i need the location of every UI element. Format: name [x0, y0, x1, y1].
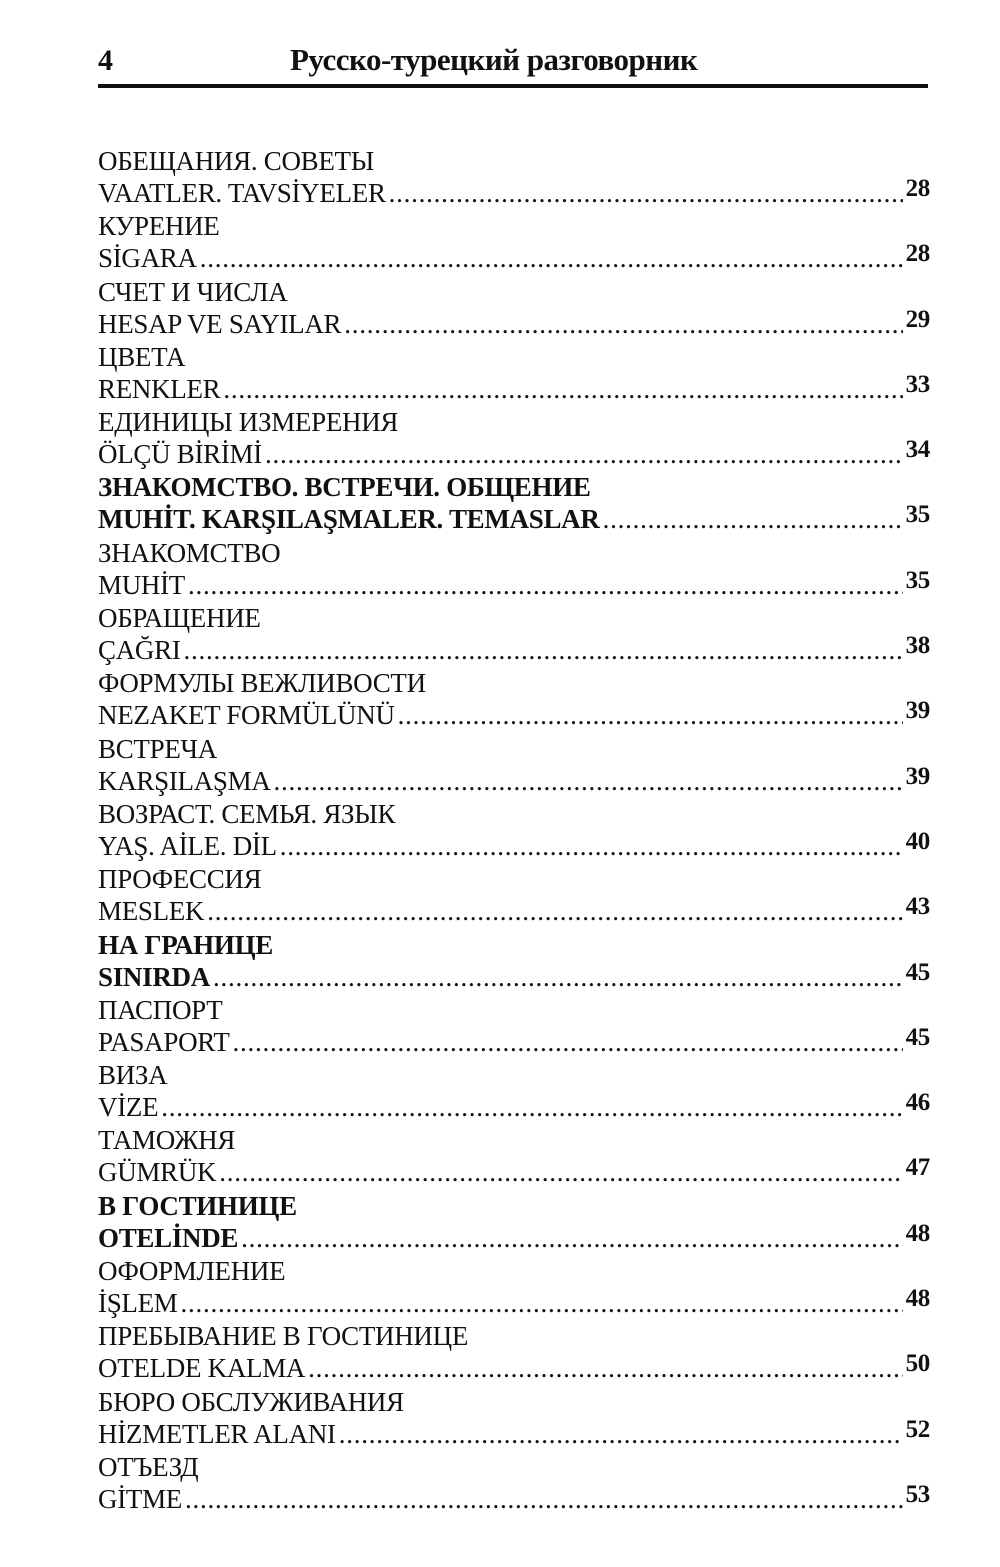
toc-entry: [98, 995, 930, 1060]
toc-entry-page-number: 35: [905, 501, 930, 529]
toc-entry-turkish-title: MUHİT: [98, 569, 185, 600]
toc-entry-page-number: 48: [905, 1285, 930, 1313]
toc-entry-turkish-title: GİTME: [98, 1483, 182, 1514]
toc-entry: [98, 799, 930, 864]
dot-leader: [213, 961, 903, 993]
toc-entry-page-number: 43: [905, 893, 930, 921]
toc-entry-line: [98, 1480, 930, 1517]
toc-entry-page-number: 33: [905, 370, 930, 398]
toc-entry-turkish-title: RENKLER: [98, 373, 221, 404]
dot-leader: [274, 765, 903, 797]
toc-entry: [98, 472, 930, 537]
toc-entry-turkish-title: VİZE: [98, 1092, 159, 1123]
dot-leader: [184, 634, 903, 666]
toc-entry-page-number: 28: [905, 175, 930, 202]
toc-entry-line: [98, 177, 930, 211]
toc-entry: [98, 277, 930, 342]
toc-entry-page-number: 39: [905, 697, 930, 725]
toc-entry: [98, 1125, 930, 1190]
toc-entry-russian-title: ЗНАКОМСТВО: [98, 537, 281, 568]
toc-entry-turkish-title: KARŞILAŞMA: [98, 765, 271, 796]
toc-entry-turkish-title: SİGARA: [98, 243, 197, 274]
toc-entry: [98, 603, 930, 668]
toc-entry-line: [98, 699, 930, 733]
toc-entry-page-number: 28: [905, 240, 930, 268]
toc-entry-line: [98, 370, 930, 407]
toc-entry-turkish-title: ÖLÇÜ BİRİMİ: [98, 439, 262, 470]
toc-entry-russian-title: ПРОФЕССИЯ: [98, 864, 262, 895]
toc-entry: [98, 1452, 930, 1517]
toc-entry: [98, 668, 930, 733]
toc-entry-turkish-title: VAATLER. TAVSİYELER: [98, 178, 386, 208]
dot-leader: [308, 1352, 902, 1384]
dot-leader: [223, 373, 902, 405]
toc-entry-page-number: 46: [905, 1089, 930, 1117]
toc-entry-page-number: 35: [905, 566, 930, 594]
toc-entry-line: [98, 1219, 930, 1256]
toc-entry-russian-title: ПАСПОРТ: [98, 994, 223, 1025]
dot-leader: [339, 1418, 903, 1450]
toc-entry-line: [98, 305, 930, 342]
dot-leader: [241, 1222, 902, 1254]
toc-entry: [98, 1256, 930, 1321]
dot-leader: [265, 438, 903, 470]
toc-entry-page-number: 47: [905, 1154, 930, 1182]
toc-entry-page-number: 48: [905, 1219, 930, 1247]
dot-leader: [344, 308, 902, 340]
toc-entry-line: [98, 762, 930, 799]
toc-entry-line: [98, 566, 930, 603]
dot-leader: [219, 1156, 902, 1188]
toc-entry-page-number: 45: [905, 1023, 930, 1051]
toc-entry-page-number: 34: [905, 436, 930, 464]
toc-entry-line: [98, 1287, 930, 1321]
dot-leader: [280, 830, 903, 862]
dot-leader: [188, 569, 903, 601]
dot-leader: [398, 699, 903, 731]
toc-entry-turkish-title: MESLEK: [98, 896, 205, 927]
toc-entry-line: [98, 503, 930, 537]
toc-entry-russian-title: ОФОРМЛЕНИЕ: [98, 1256, 286, 1287]
toc-entry-russian-title: ВСТРЕЧА: [98, 733, 217, 764]
toc-entry-russian-title: СЧЕТ И ЧИСЛА: [98, 276, 288, 307]
dot-leader: [181, 1287, 903, 1319]
toc-entry-line: [98, 242, 930, 276]
toc-entry: [98, 342, 930, 407]
toc-entry-page-number: 50: [905, 1350, 930, 1378]
dot-leader: [185, 1483, 903, 1515]
page-number: 4: [98, 44, 112, 77]
toc-entry-page-number: 45: [905, 958, 930, 986]
toc-entry-line: [98, 958, 930, 995]
toc-entry-russian-title: КУРЕНИЕ: [98, 211, 220, 242]
page-header: [98, 38, 928, 88]
toc-entry-page-number: 53: [905, 1480, 930, 1508]
toc-entry-russian-title: НА ГРАНИЦЕ: [98, 929, 273, 960]
toc-entry-russian-title: ЗНАКОМСТВО. ВСТРЕЧИ. ОБЩЕНИЕ: [98, 472, 591, 503]
toc-entry: [98, 1321, 930, 1386]
toc-entry-line: [98, 1023, 930, 1060]
toc-entry-turkish-title: YAŞ. AİLE. DİL: [98, 830, 277, 861]
toc-entry-line: [98, 438, 930, 472]
toc-entry-page-number: 40: [905, 827, 930, 855]
toc-entry-line: [98, 634, 930, 668]
dot-leader: [161, 1091, 902, 1123]
dot-leader: [603, 503, 903, 535]
toc-entry-line: [98, 1352, 930, 1386]
toc-entry-line: [98, 1091, 930, 1125]
toc-entry-turkish-title: MUHİT. KARŞILAŞMALER. TEMASLAR: [98, 504, 600, 535]
dot-leader: [207, 895, 902, 927]
toc-entry-page-number: 52: [905, 1415, 930, 1443]
toc-entry: [98, 1060, 930, 1125]
toc-entry-russian-title: ЦВЕТА: [98, 341, 186, 372]
toc-entry-line: [98, 1156, 930, 1190]
toc-entry-page-number: 29: [905, 305, 930, 333]
toc-entry: [98, 930, 930, 995]
toc-entry: [98, 146, 930, 211]
toc-entry-russian-title: ОТЪЕЗД: [98, 1451, 199, 1482]
toc-entry: [98, 1387, 930, 1452]
toc-entry-russian-title: ЕДИНИЦЫ ИЗМЕРЕНИЯ: [98, 407, 399, 438]
dot-leader: [200, 242, 903, 274]
toc-entry: [98, 734, 930, 799]
toc-entry-turkish-title: HİZMETLER ALANI: [98, 1418, 336, 1449]
running-title: Русско-турецкий разговорник: [290, 42, 698, 77]
toc-entry-turkish-title: ÇAĞRI: [98, 635, 181, 666]
toc-entry-russian-title: ОБРАЩЕНИЕ: [98, 603, 261, 634]
toc-entry-page-number: 39: [905, 762, 930, 790]
toc-entry-russian-title: ВОЗРАСТ. СЕМЬЯ. ЯЗЫК: [98, 798, 396, 829]
toc-entry-line: [98, 895, 930, 929]
toc-entry-line: [98, 1415, 930, 1452]
toc-entry-turkish-title: İŞLEM: [98, 1288, 178, 1319]
toc-entry-turkish-title: PASAPORT: [98, 1026, 230, 1057]
dot-leader: [233, 1026, 903, 1058]
toc-entry: [98, 538, 930, 603]
toc-entry-turkish-title: GÜMRÜK: [98, 1157, 217, 1188]
toc-entry: [98, 1191, 930, 1256]
toc-entry-turkish-title: OTELDE KALMA: [98, 1353, 306, 1384]
toc-entry-turkish-title: OTELİNDE: [98, 1222, 239, 1253]
toc-entry-russian-title: ПРЕБЫВАНИЕ В ГОСТИНИЦЕ: [98, 1321, 469, 1352]
toc-entry-line: [98, 827, 930, 864]
toc-entry-page-number: 38: [905, 632, 930, 660]
toc-entry: [98, 211, 930, 276]
toc-entry-russian-title: ТАМОЖНЯ: [98, 1125, 236, 1156]
toc-entry-turkish-title: HESAP VE SAYILAR: [98, 308, 342, 339]
toc-entry-russian-title: ОБЕЩАНИЯ. СОВЕТЫ: [98, 146, 374, 176]
toc-entry-russian-title: ВИЗА: [98, 1060, 168, 1091]
table-of-contents: [98, 146, 930, 1517]
toc-entry-russian-title: ФОРМУЛЫ ВЕЖЛИВОСТИ: [98, 668, 426, 699]
toc-entry: [98, 864, 930, 929]
toc-entry-turkish-title: NEZAKET FORMÜLÜNÜ: [98, 700, 395, 731]
dot-leader: [389, 177, 903, 209]
toc-entry-russian-title: В ГОСТИНИЦЕ: [98, 1190, 297, 1221]
toc-entry-russian-title: БЮРО ОБСЛУЖИВАНИЯ: [98, 1386, 404, 1417]
toc-entry-turkish-title: SINIRDA: [98, 961, 210, 992]
toc-entry: [98, 407, 930, 472]
